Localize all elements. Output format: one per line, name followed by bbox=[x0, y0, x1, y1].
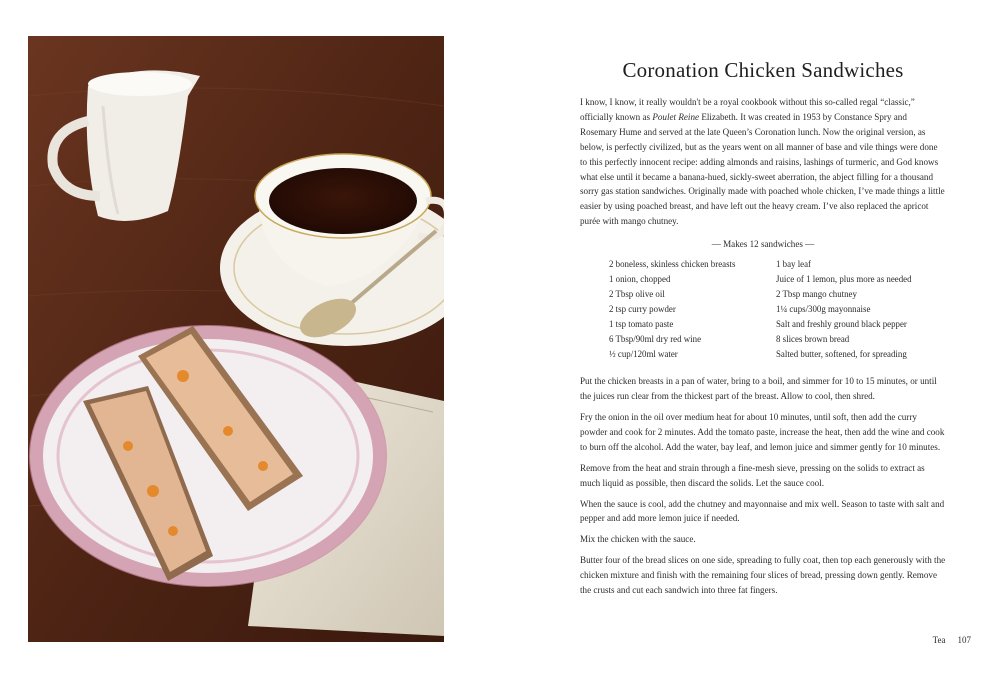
recipe-photo bbox=[28, 36, 444, 642]
intro-part-2: Elizabeth. It was created in 1953 by Constance Spry and Rosemary Hume and served at the late Queen’s Coronation lunch. Now the original version, as below, is perfectly civilized, but as the years went on all manner of base and vile things were done to this perfectly innocent recipe: adding almonds and raisins, lashings of turmeric, and God knows what else until it became a banana-hued, sickly-sweet aberration, the abject filling for a thousand sorry gas station sandwiches. Originally made with poached whole chicken, I’ve made things a little easier by using poached breast, and have left out the heavy cream. I’ve also replaced the apricot purée with mango chutney. bbox=[580, 111, 945, 227]
recipe-text bbox=[580, 58, 946, 604]
ingredient-item: 1 tsp tomato paste bbox=[609, 319, 674, 330]
page-number: 107 bbox=[957, 635, 971, 645]
ingredients-list bbox=[609, 257, 946, 362]
ingredient-item: 1 onion, chopped bbox=[609, 274, 671, 285]
ingredient-item: 2 Tbsp mango chutney bbox=[776, 289, 857, 300]
ingredients-column-left bbox=[609, 257, 776, 362]
recipe-intro bbox=[580, 95, 946, 229]
page-footer bbox=[921, 635, 971, 645]
ingredient-item: 1 bay leaf bbox=[776, 259, 811, 270]
ingredient-item: 2 tsp curry powder bbox=[609, 304, 676, 315]
ingredients-column-right bbox=[776, 257, 926, 362]
ingredient-item: 8 slices brown bread bbox=[776, 334, 850, 345]
method-step: When the sauce is cool, add the chutney and mayonnaise and mix well. Season to taste with salt and pepper and add more lemon juice if needed. bbox=[580, 498, 945, 524]
ingredient-item: Juice of 1 lemon, plus more as needed bbox=[776, 274, 912, 285]
method-step: Mix the chicken with the sauce. bbox=[580, 534, 696, 545]
ingredient-item: 2 boneless, skinless chicken breasts bbox=[609, 259, 736, 270]
ingredient-item: ½ cup/120ml water bbox=[609, 349, 678, 360]
method-step: Butter four of the bread slices on one side, spreading to fully coat, then top each generously with the chicken mixture and finish with the remaining four slices of bread, pressing down gently. Remove the crusts and cut each sandwich into three fat fingers. bbox=[580, 555, 946, 596]
intro-part-1: I know, I know, it really wouldn't be a royal cookbook without this so-called regal “classic,” officially known as bbox=[580, 97, 915, 122]
method-step: Put the chicken breasts in a pan of water, bring to a boil, and simmer for 10 to 15 minutes, or until the juices run clear from the thickest part of the breast. Allow to cool, then shred. bbox=[580, 376, 937, 402]
ingredient-item: Salted butter, softened, for spreading bbox=[776, 349, 907, 360]
ingredient-item: 6 Tbsp/90ml dry red wine bbox=[609, 334, 702, 345]
recipe-title: Coronation Chicken Sandwiches bbox=[622, 58, 904, 82]
ingredient-item: 1¼ cups/300g mayonnaise bbox=[776, 304, 871, 315]
method-steps bbox=[580, 374, 946, 598]
tea-table-illustration bbox=[28, 36, 444, 642]
ingredient-item: Salt and freshly ground black pepper bbox=[776, 319, 907, 330]
section-name: Tea bbox=[932, 635, 946, 645]
method-step: Fry the onion in the oil over medium heat for about 10 minutes, until soft, then add the curry powder and cook for 2 minutes. Add the tomato paste, increase the heat, then add the wine and cook to burn off the alcohol. Add the water, bay leaf, and lemon juice and simmer gently for 10 minutes. bbox=[580, 411, 945, 452]
intro-italic: Poulet Reine bbox=[652, 111, 700, 122]
ingredient-item: 2 Tbsp olive oil bbox=[609, 289, 665, 300]
yield-line: — Makes 12 sandwiches — bbox=[711, 239, 815, 250]
method-step: Remove from the heat and strain through a fine-mesh sieve, pressing on the solids to extract as much liquid as possible, then discard the solids. Let the sauce cool. bbox=[580, 462, 925, 488]
